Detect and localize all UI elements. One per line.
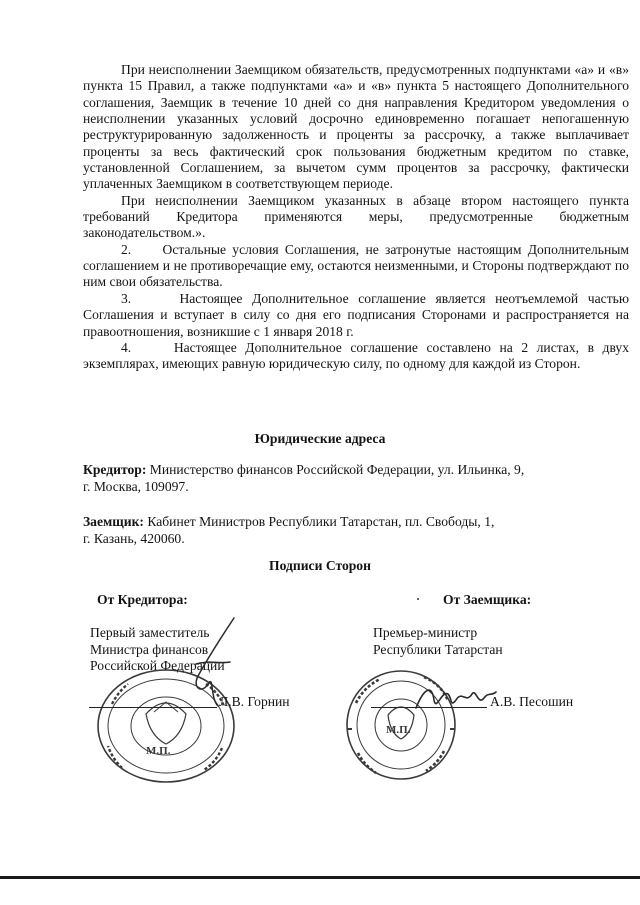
creditor-position-line-2: Министра финансов: [90, 641, 209, 657]
borrower-handwritten-signature: [412, 680, 498, 716]
creditor-signature-line: [89, 707, 217, 708]
paragraph-penalty: При неисполнении Заемщиком обязательств, предусмотренных подпунктами «а» и «в» пункта 15 Правил, а также подпунктами «а» и «в» пункта 5 настоящего Дополнительного соглашения, Заемщик в течение 10 дней со дня направления Кредитором уведомления о неисполнении указанных условий досрочно единовременно погашает непогашенную реструктурированную задолженность и проценты за рассрочку, а также выплачивает проценты за весь фактический срок пользования бюджетным кредитом по ставке, установленной Соглашением, за вычетом сумм процентов за рассрочку, фактически уплаченных Заемщиком в соответствующем периоде.: [83, 62, 629, 192]
borrower-position-line-1: Премьер-министр: [373, 625, 478, 640]
paragraph-item-2: 2. Остальные условия Соглашения, не затронутые настоящим Дополнительным соглашением и не противоречащие ему, остаются неизменными, и Стороны подтверждают по ним свои обязательства.: [83, 241, 629, 290]
borrower-signature-heading: От Заемщика:: [443, 592, 532, 607]
signatures-heading: Подписи Сторон: [269, 558, 371, 573]
borrower-signatory-position: [373, 625, 503, 658]
creditor-address-text: Министерство финансов Российской Федерации, ул. Ильинка, 9,: [146, 462, 525, 477]
creditor-position-line-3: Российской Федерации: [90, 658, 225, 673]
borrower-address: [83, 514, 623, 547]
paragraph-item-4: 4. Настоящее Дополнительное соглашение составлено на 2 листах, в двух экземплярах, имеющих равную юридическую силу, по одному для каждой из Сторон.: [83, 339, 629, 372]
borrower-label: Заемщик:: [83, 514, 144, 529]
creditor-signature-heading: От Кредитора:: [97, 592, 188, 607]
creditor-stamp-label: М.П.: [146, 745, 171, 757]
creditor-signatory-name: Л.В. Горнин: [219, 694, 290, 709]
scan-edge-rule: [0, 876, 640, 879]
borrower-stamp-label: М.П.: [386, 724, 411, 736]
creditor-city: г. Москва, 109097.: [83, 478, 189, 494]
paragraph-measures: При неисполнении Заемщиком указанных в абзаце втором настоящего пункта требований Кредитора применяются меры, предусмотренные бюджетным законодательством.».: [83, 192, 629, 241]
paragraph-item-3: 3. Настоящее Дополнительное соглашение является неотъемлемой частью Соглашения и вступает в силу со дня его подписания Сторонами и распространяется на правоотношения, возникшие с 1 января 2018 г.: [83, 290, 629, 339]
scan-speck: [417, 598, 419, 600]
borrower-address-text: Кабинет Министров Республики Татарстан, пл. Свободы, 1,: [143, 514, 495, 529]
borrower-position-line-2: Республики Татарстан: [373, 641, 503, 657]
borrower-signatory-name: А.В. Песошин: [490, 694, 574, 709]
borrower-signature-line: [371, 707, 487, 708]
borrower-city: г. Казань, 420060.: [83, 530, 185, 546]
creditor-address: [83, 462, 623, 495]
legal-addresses-heading: Юридические адреса: [254, 431, 386, 446]
creditor-position-line-1: Первый заместитель: [90, 625, 210, 640]
document-body: [83, 62, 629, 373]
creditor-label: Кредитор:: [83, 462, 147, 477]
